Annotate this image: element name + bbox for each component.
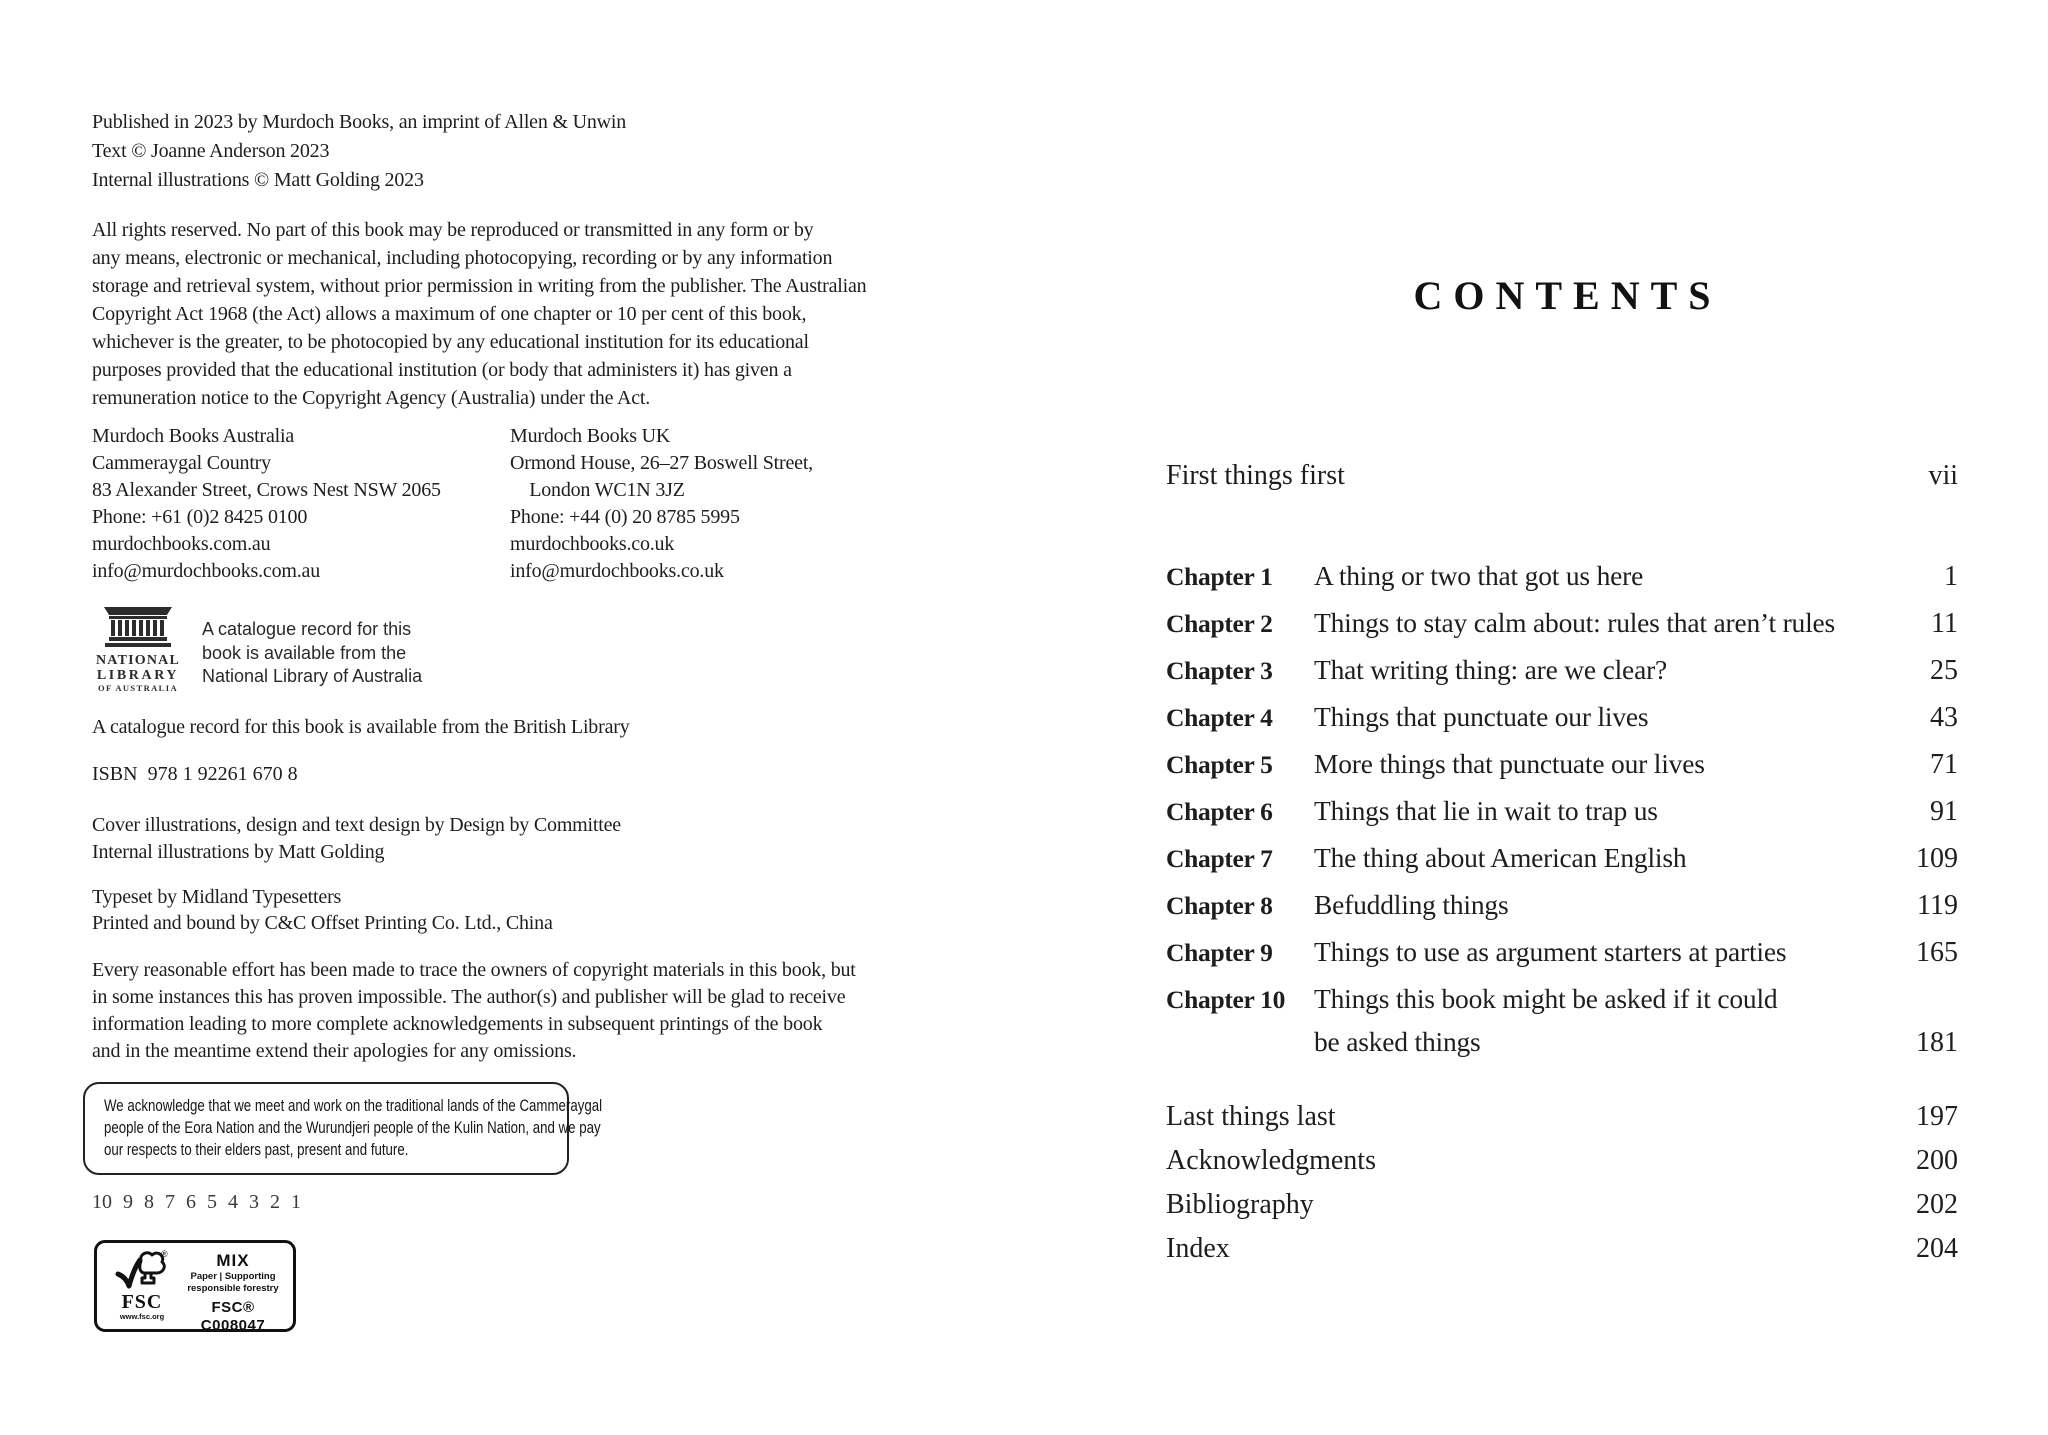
acknowledgment-of-country-box: We acknowledge that we meet and work on the traditional lands of the Cammeraygal people of the Eora Nation and the Wurundjeri people of the Kulin Nation, and we pay our respects to their elders past, present and future. — [83, 1082, 569, 1175]
chapter-title: Befuddling things — [1314, 889, 1509, 920]
chapter-label: Chapter 8 — [1166, 891, 1273, 920]
toc-back-matter — [1166, 1095, 1958, 1271]
toc-entry-page: 202 — [1916, 1189, 1958, 1220]
toc-entry-page: 200 — [1916, 1145, 1958, 1176]
chapter-title: A thing or two that got us here — [1314, 560, 1644, 591]
isbn: ISBN 978 1 92261 670 8 — [92, 763, 298, 785]
publisher-line: Internal illustrations © Matt Golding 2023 — [92, 169, 424, 191]
print-run-numbers: 10 9 8 7 6 5 4 3 2 1 — [92, 1191, 301, 1213]
chapter-page: 11 — [1931, 608, 1958, 639]
fsc-brand-text: FSC — [121, 1291, 163, 1313]
toc-entry-label: Acknowledgments — [1166, 1145, 1376, 1176]
chapter-title: Things that lie in wait to trap us — [1314, 795, 1658, 826]
toc-entry-label: Bibliography — [1166, 1189, 1314, 1220]
nla-logo-text: LIBRARY — [96, 668, 180, 683]
nla-catalogue-block — [92, 607, 422, 694]
nla-catalogue-note: A catalogue record for this book is available from the National Library of Australia — [202, 619, 423, 686]
chapter-label: Chapter 7 — [1166, 844, 1273, 873]
fsc-mix-label: MIX — [216, 1251, 250, 1270]
chapter-label: Chapter 2 — [1166, 609, 1273, 638]
toc-entry-page: vii — [1928, 460, 1958, 491]
toc-chapter-row — [1166, 553, 1958, 600]
publisher-addresses — [92, 423, 813, 585]
nla-logo-text: NATIONAL — [95, 653, 181, 668]
chapter-label: Chapter 6 — [1166, 797, 1273, 826]
chapter-page: 1 — [1944, 561, 1958, 592]
national-library-logo — [92, 607, 184, 694]
chapter-page: 109 — [1916, 843, 1958, 874]
address-uk: Murdoch Books UK Ormond House, 26–27 Boswell Street, London WC1N 3JZ Phone: +44 (0) 20 8785 5995 murdochbooks.co.uk info@murdochbooks.co.uk — [510, 425, 813, 582]
toc-row — [1166, 455, 1958, 497]
fsc-tree-check-icon — [114, 1248, 170, 1294]
toc-chapter-row — [1166, 741, 1958, 788]
british-library-note: A catalogue record for this book is available from the British Library — [92, 716, 630, 738]
toc-chapter-row — [1166, 647, 1958, 694]
fsc-tagline: responsible forestry — [187, 1282, 279, 1294]
chapter-title: Things this book might be asked if it could — [1314, 983, 1778, 1014]
fsc-tagline: Paper | Supporting — [190, 1271, 276, 1282]
publisher-line: Text © Joanne Anderson 2023 — [92, 140, 330, 162]
publisher-block — [92, 108, 626, 195]
toc-row — [1166, 1095, 1958, 1139]
toc-row — [1166, 1139, 1958, 1183]
toc-entry-label: Last things last — [1166, 1101, 1336, 1132]
toc-front-matter — [1166, 455, 1958, 497]
chapter-label: Chapter 5 — [1166, 750, 1273, 779]
chapter-title: That writing thing: are we clear? — [1314, 654, 1668, 685]
chapter-title: Things to use as argument starters at parties — [1314, 936, 1787, 967]
toc-chapter-row — [1166, 929, 1958, 976]
toc-chapter-list — [1166, 553, 1958, 1062]
nla-logo-text: OF AUSTRALIA — [97, 683, 178, 693]
toc-row — [1166, 1227, 1958, 1271]
toc-chapter-row — [1166, 882, 1958, 929]
production-block: Typeset by Midland Typesetters Printed and bound by C&C Offset Printing Co. Ltd., China — [92, 886, 553, 934]
toc-entry-label: Index — [1166, 1233, 1230, 1264]
fsc-label — [94, 1240, 296, 1332]
toc-chapter-row — [1166, 835, 1958, 882]
chapter-label: Chapter 10 — [1166, 985, 1286, 1014]
toc-entry-page: 204 — [1916, 1233, 1958, 1264]
fsc-url: www.fsc.org — [119, 1312, 165, 1321]
toc-entry-page: 197 — [1916, 1101, 1958, 1132]
toc-chapter-row — [1166, 788, 1958, 835]
address-australia: Murdoch Books Australia Cammeraygal Country 83 Alexander Street, Crows Nest NSW 2065 Phone: +61 (0)2 8425 0100 murdochbooks.com.au info@murdochbooks.com.au — [92, 425, 441, 582]
contents-title: CONTENTS — [1413, 273, 1722, 318]
toc-row — [1166, 1183, 1958, 1227]
chapter-page: 181 — [1916, 1027, 1958, 1058]
chapter-label: Chapter 1 — [1166, 562, 1273, 591]
credits-block: Cover illustrations, design and text design by Design by Committee Internal illustrations by Matt Golding — [92, 814, 621, 863]
rights-paragraph: All rights reserved. No part of this book may be reproduced or transmitted in any form or by any means, electronic or mechanical, including photocopying, recording or by any information storage and retrieval system, without prior permission in writing from the publisher. The Australian Copyright Act 1968 (the Act) allows a maximum of one chapter or 10 per cent of this book, whichever is the greater, to be photocopied by any educational institution for its educational purposes provided that the educational institution (or body that administers it) has given a remuneration notice to the Copyright Agency (Australia) under the Act. — [92, 219, 867, 409]
national-library-building-icon — [104, 607, 172, 651]
chapter-label: Chapter 9 — [1166, 938, 1273, 967]
chapter-title-continued: be asked things — [1314, 1026, 1481, 1057]
chapter-page: 119 — [1917, 890, 1958, 921]
chapter-page: 91 — [1930, 796, 1958, 827]
chapter-label: Chapter 3 — [1166, 656, 1273, 685]
publisher-line: Published in 2023 by Murdoch Books, an imprint of Allen & Unwin — [92, 111, 627, 133]
toc-chapter-row — [1166, 694, 1958, 741]
chapter-title: Things to stay calm about: rules that aren’t rules — [1314, 607, 1836, 638]
toc-entry-label: First things first — [1166, 460, 1345, 491]
chapter-title: Things that punctuate our lives — [1314, 701, 1649, 732]
chapter-page: 25 — [1930, 655, 1958, 686]
chapter-page: 165 — [1916, 937, 1958, 968]
svg-text:®: ® — [161, 1249, 168, 1259]
fsc-license-code: FSC® C008047 — [200, 1299, 266, 1334]
chapter-page: 43 — [1930, 702, 1958, 733]
toc-chapter-row — [1166, 600, 1958, 647]
chapter-title: The thing about American English — [1314, 842, 1687, 873]
chapter-label: Chapter 4 — [1166, 703, 1273, 732]
chapter-page: 71 — [1930, 749, 1958, 780]
toc-chapter-row — [1166, 976, 1958, 1062]
copyright-effort-paragraph: Every reasonable effort has been made to trace the owners of copyright materials in this book, but in some instances this has proven impossible. The author(s) and publisher will be glad to receive information leading to more complete acknowledgements in subsequent printings of the book and in the meantime extend their apologies for any omissions. — [92, 959, 856, 1062]
chapter-title: More things that punctuate our lives — [1314, 748, 1705, 779]
